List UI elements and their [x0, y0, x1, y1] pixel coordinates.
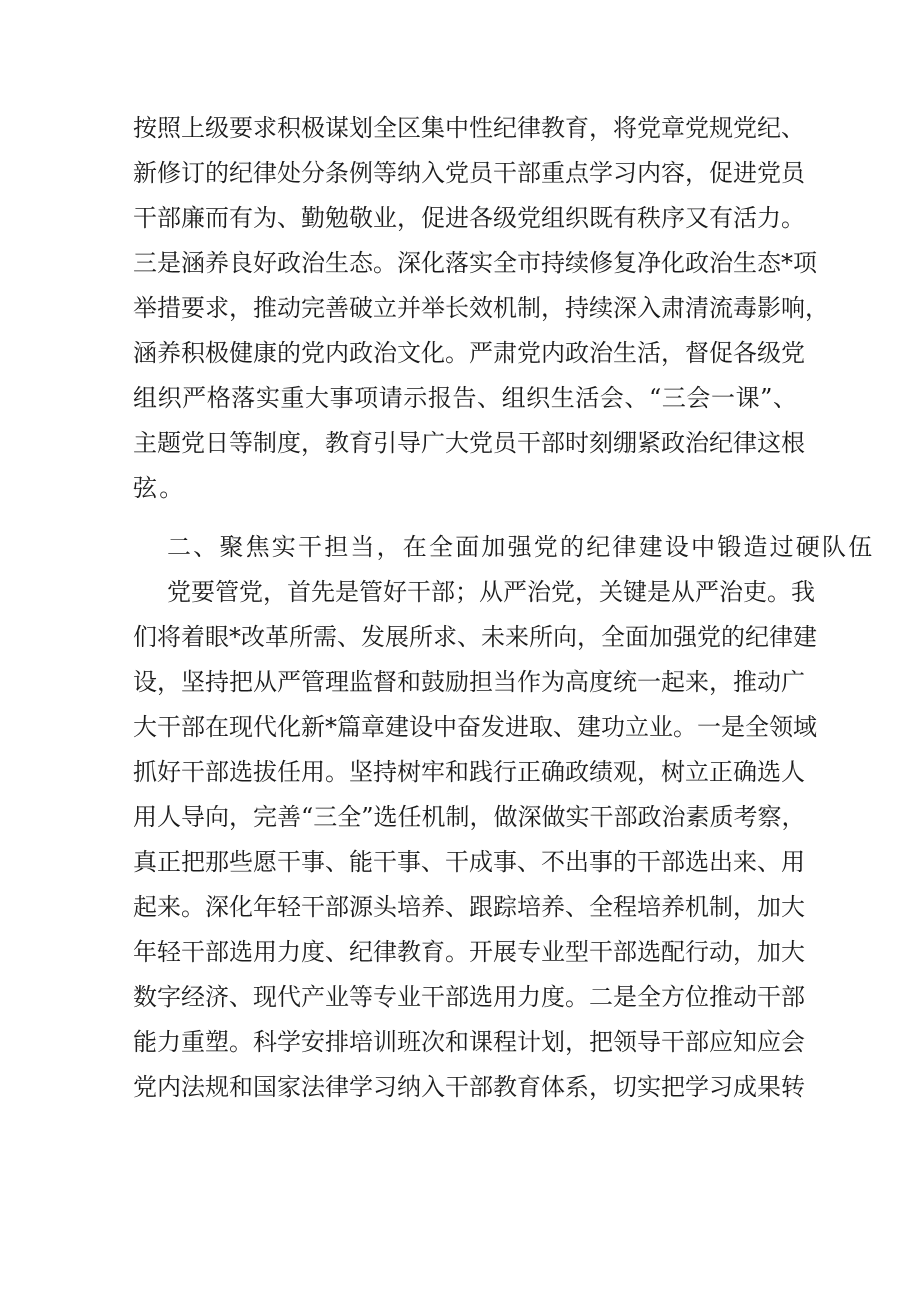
text-line: 设，坚持把从严管理监督和鼓励担当作为高度统一起来，推动广 [133, 668, 805, 696]
document-body [133, 106, 875, 1110]
text-line: 新修订的纪律处分条例等纳入党员干部重点学习内容，促进党员 [133, 159, 805, 187]
text-line: 党内法规和国家法律学习纳入干部教育体系，切实把学习成果转 [133, 1073, 805, 1101]
text-line: 三是涵养良好政治生态。深化落实全市持续修复净化政治生态*项 [133, 249, 817, 277]
text-line: 用人导向，完善“三全”选任机制，做深做实干部政治素质考察， [133, 803, 806, 831]
text-line: 组织严格落实重大事项请示报告、组织生活会、“三会一课”、 [133, 384, 797, 412]
text-line: 按照上级要求积极谋划全区集中性纪律教育，将党章党规党纪、 [133, 114, 805, 142]
text-line: 举措要求，推动完善破立并举长效机制，持续深入肃清流毒影响， [133, 294, 829, 322]
text-line: 抓好干部选拔任用。坚持树牢和践行正确政绩观，树立正确选人 [133, 758, 805, 786]
text-line: 主题党日等制度，教育引导广大党员干部时刻绷紧政治纪律这根 [133, 429, 805, 457]
text-line: 干部廉而有为、勤勉敬业，促进各级党组织既有秩序又有活力。 [133, 204, 805, 232]
text-line: 数字经济、现代产业等专业干部选用力度。二是全方位推动干部 [133, 983, 805, 1011]
text-line: 真正把那些愿干事、能干事、干成事、不出事的干部选出来、用 [133, 848, 805, 876]
text-line: 弦。 [133, 474, 186, 502]
text-line: 涵养积极健康的党内政治文化。严肃党内政治生活，督促各级党 [133, 339, 805, 367]
text-line: 大干部在现代化新*篇章建设中奋发进取、建功立业。一是全领域 [133, 713, 817, 741]
text-line: 年轻干部选用力度、纪律教育。开展专业型干部选配行动，加大 [133, 938, 805, 966]
text-line: 能力重塑。科学安排培训班次和课程计划，把领导干部应知应会 [133, 1028, 805, 1056]
text-line: 们将着眼*改革所需、发展所求、未来所向，全面加强党的纪律建 [133, 623, 817, 651]
section-heading: 二、聚焦实干担当，在全面加强党的纪律建设中锻造过硬队伍 [167, 533, 875, 561]
text-line: 起来。深化年轻干部源头培养、跟踪培养、全程培养机制，加大 [133, 893, 805, 921]
paragraph-first-line: 党要管党，首先是管好干部；从严治党，关键是从严治吏。我 [167, 578, 815, 606]
